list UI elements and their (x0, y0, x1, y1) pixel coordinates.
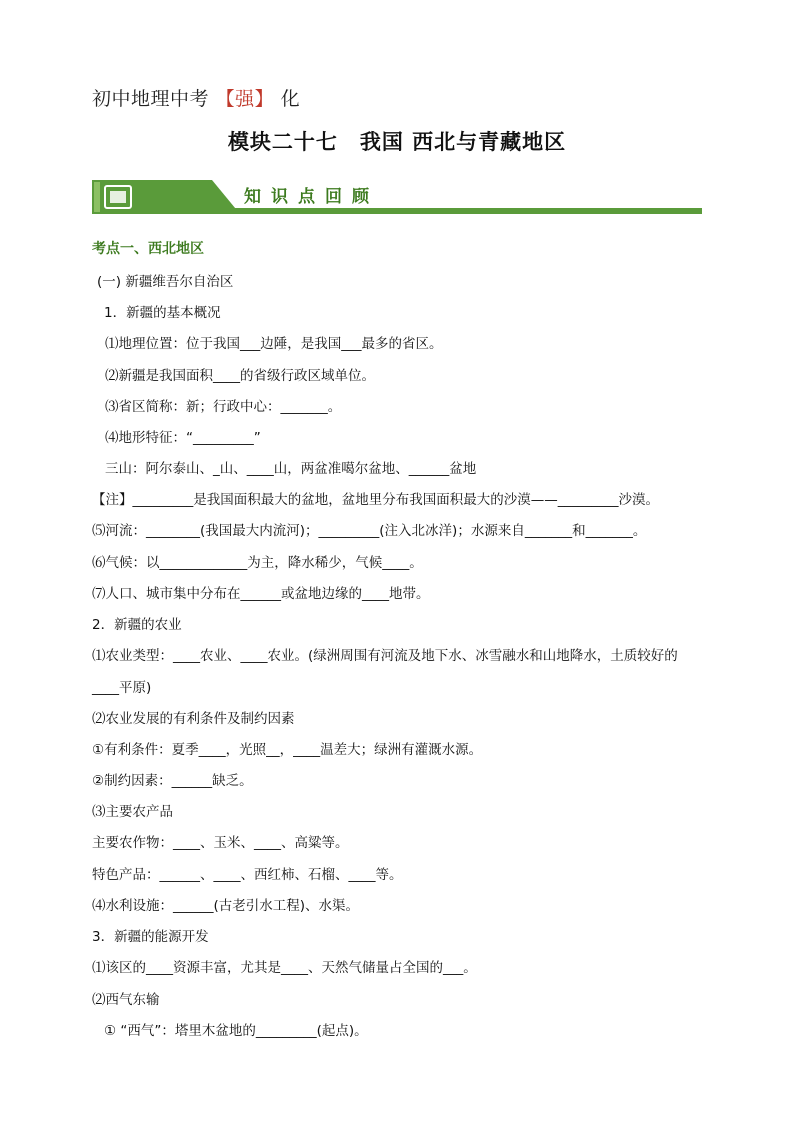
banner-stripe (94, 182, 100, 212)
banner-label: 知识点回顾 (244, 187, 379, 207)
text-line: 三山：阿尔泰山、_山、____山，两盆准噶尔盆地、______盆地 (105, 461, 477, 477)
text-line: ⑵新疆是我国面积____的省级行政区域单位。 (105, 368, 375, 384)
subsection-heading: (一) 新疆维吾尔自治区 (97, 274, 234, 290)
note-line: 【注】_________是我国面积最大的盆地，盆地里分布我国面积最大的沙漠——_________沙漠。 (92, 492, 659, 508)
book-icon (104, 185, 132, 209)
text-line: ⑸河流：________(我国最大内流河)；_________(注入北冰洋)；水源来自_______和_______。 (92, 523, 647, 539)
text-line: ⑷水利设施：______(古老引水工程)、水渠。 (92, 898, 360, 914)
text-line: ⑴该区的____资源丰富，尤其是____、天然气储量占全国的___。 (92, 960, 477, 976)
text-line: ⑷地形特征：“_________” (105, 430, 261, 446)
text-line: ⑶省区简称：新；行政中心：_______。 (105, 399, 342, 415)
text-line: ⑶主要农产品 (92, 804, 173, 820)
header-suffix: 化 (280, 88, 301, 110)
topic-heading: 2．新疆的农业 (92, 617, 182, 633)
text-line: 主要农作物：____、玉米、____、高粱等。 (92, 835, 349, 851)
topic-heading: 1．新疆的基本概况 (104, 305, 221, 321)
header-prefix: 初中地理中考 (92, 88, 210, 110)
text-line: ① “西气”：塔里木盆地的_________(起点)。 (104, 1023, 368, 1039)
text-line: 特色产品：______、____、西红柿、石榴、____等。 (92, 867, 403, 883)
text-line: ⑵西气东输 (92, 992, 160, 1008)
text-line: ⑺人口、城市集中分布在______或盆地边缘的____地带。 (92, 586, 430, 602)
header-line (92, 84, 300, 111)
text-line: ①有利条件：夏季____，光照__，____温差大；绿洲有灌溉水源。 (92, 742, 483, 758)
topic-heading: 3．新疆的能源开发 (92, 929, 209, 945)
header-bracket: 【强】 (215, 88, 275, 110)
section-heading: 考点一、西北地区 (92, 241, 204, 257)
text-line: ⑴地理位置：位于我国___边陲，是我国___最多的省区。 (105, 336, 443, 352)
banner-tab (92, 180, 212, 214)
text-line: ⑵农业发展的有利条件及制约因素 (92, 711, 295, 727)
text-line: ____平原) (92, 680, 152, 696)
text-line: ⑴农业类型：____农业、____农业。(绿洲周围有河流及地下水、冰雪融水和山地降水，土质较好的 (92, 648, 678, 664)
text-line: ⑹气候：以_____________为主，降水稀少，气候____。 (92, 555, 423, 571)
text-line: ②制约因素：______缺乏。 (92, 773, 253, 789)
page-title: 模块二十七 我国 西北与青藏地区 (227, 130, 567, 154)
section-banner (92, 180, 702, 214)
